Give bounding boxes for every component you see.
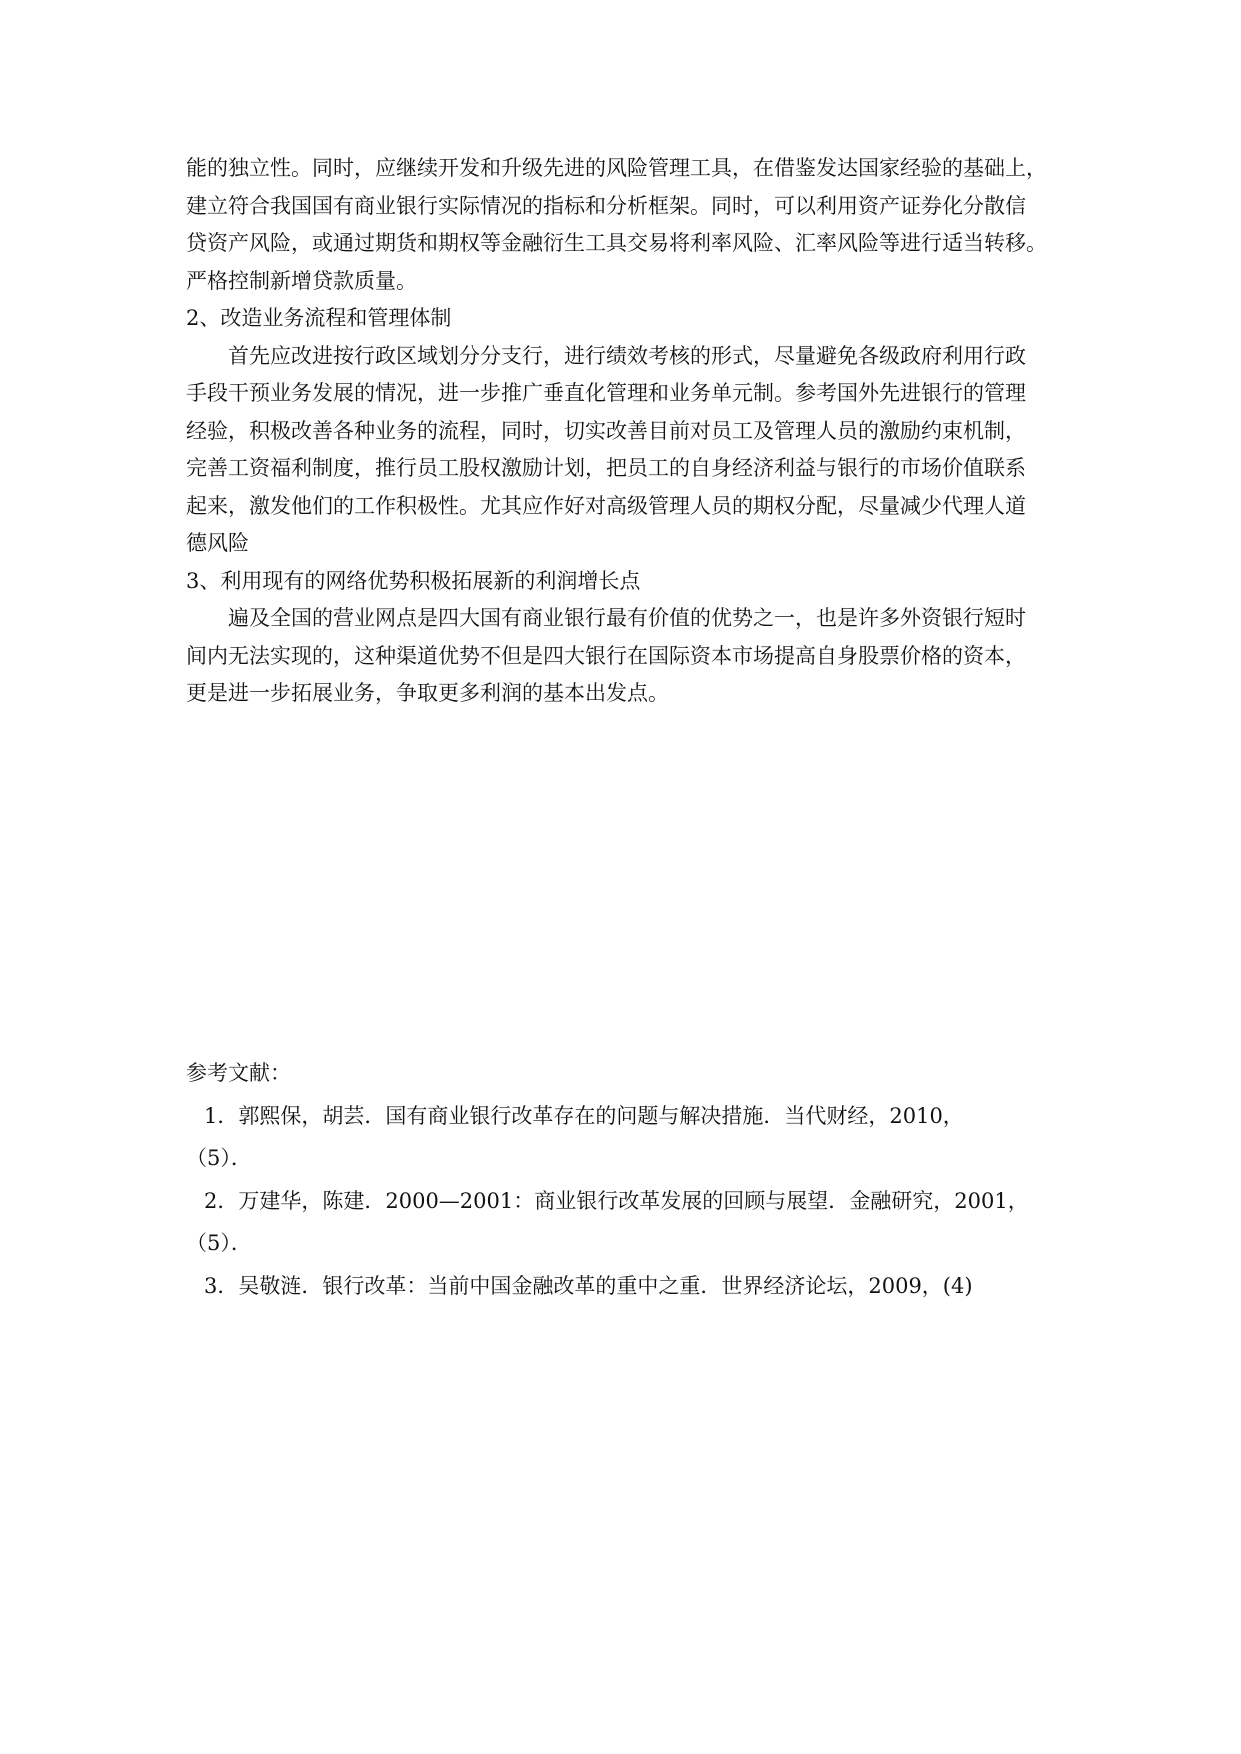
paragraph-line: 完善工资福利制度，推行员工股权激励计划，把员工的自身经济利益与银行的市场价值联系: [186, 456, 1026, 480]
paragraph-line: 手段干预业务发展的情况，进一步推广垂直化管理和业务单元制。参考国外先进银行的管理: [186, 381, 1026, 405]
reference-item: [186, 1180, 1066, 1265]
references-section: [186, 1052, 1066, 1307]
paragraph-network-advantage: [186, 600, 1056, 713]
section-heading-3: 3、利用现有的网络优势积极拓展新的利润增长点: [186, 568, 641, 593]
reference-line: （5）．: [186, 1231, 252, 1255]
reference-line: 1．郭熙保，胡芸．国有商业银行改革存在的问题与解决措施．当代财经，2010，: [204, 1103, 964, 1128]
body-text: [186, 150, 1056, 713]
reference-line: （5）．: [186, 1146, 252, 1170]
section-heading-2: 2、改造业务流程和管理体制: [186, 306, 452, 330]
paragraph-line: 更是进一步拓展业务，争取更多利润的基本出发点。: [186, 681, 669, 705]
paragraph-line: 能的独立性。同时，应继续开发和升级先进的风险管理工具，在借鉴发达国家经验的基础上，: [186, 156, 1047, 180]
reference-item: [186, 1265, 1066, 1308]
reference-item: [186, 1095, 1066, 1180]
paragraph-risk-management: [186, 150, 1056, 300]
paragraph-business-process: [186, 338, 1056, 563]
paragraph-line: 起来，激发他们的工作积极性。尤其应作好对高级管理人员的期权分配，尽量减少代理人道: [186, 493, 1026, 518]
paragraph-line: 经验，积极改善各种业务的流程，同时，切实改善目前对员工及管理人员的激励约束机制，: [186, 418, 1026, 443]
paragraph-line: 德风险: [186, 531, 249, 555]
references-title: 参考文献：: [186, 1061, 291, 1085]
reference-line: 2．万建华，陈建．2000—2001：商业银行改革发展的回顾与展望．金融研究，2001，: [204, 1188, 1029, 1213]
reference-line: 3．吴敬涟．银行改革：当前中国金融改革的重中之重．世界经济论坛，2009，(4): [204, 1273, 973, 1298]
paragraph-line: 严格控制新增贷款质量。: [186, 268, 417, 293]
paragraph-line: 首先应改进按行政区域划分分支行，进行绩效考核的形式，尽量避免各级政府利用行政: [228, 343, 1026, 368]
paragraph-line: 遍及全国的营业网点是四大国有商业银行最有价值的优势之一，也是许多外资银行短时: [228, 606, 1026, 630]
paragraph-line: 间内无法实现的，这种渠道优势不但是四大银行在国际资本市场提高自身股票价格的资本，: [186, 643, 1026, 668]
paragraph-line: 建立符合我国国有商业银行实际情况的指标和分析框架。同时，可以利用资产证券化分散信: [186, 193, 1026, 218]
paragraph-line: 贷资产风险，或通过期货和期权等金融衍生工具交易将利率风险、汇率风险等进行适当转移。: [186, 231, 1047, 255]
